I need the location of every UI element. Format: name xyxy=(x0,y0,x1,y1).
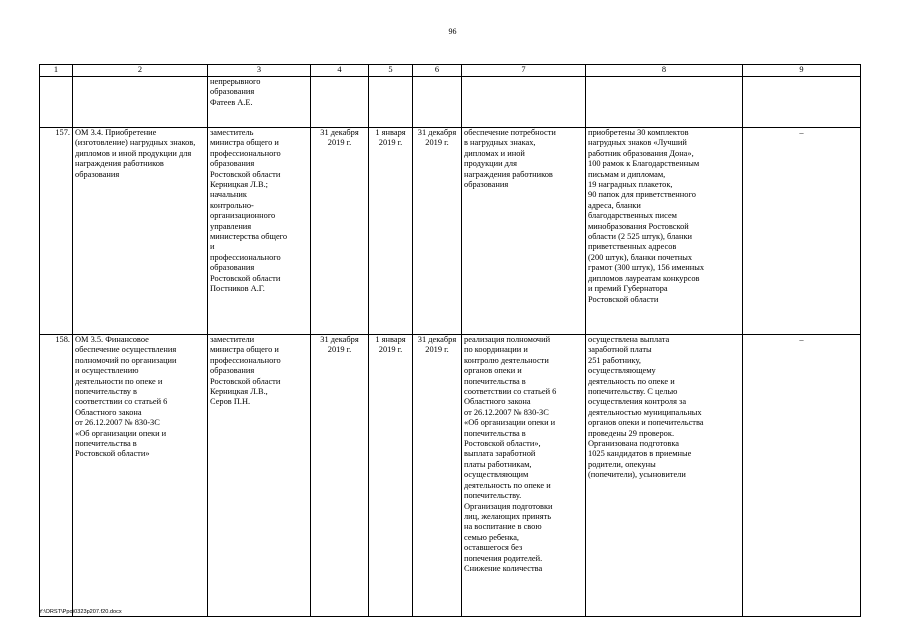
report-table xyxy=(39,64,861,617)
column-header: 1 xyxy=(40,65,73,77)
plan-date-cell: 31 декабря 2019 г. xyxy=(311,335,369,617)
page-number: 96 xyxy=(448,27,457,36)
start-date-cell: 1 января 2019 г. xyxy=(369,128,413,335)
measure-name-cell: ОМ 3.5. Финансовое обеспечение осуществления полномочий по организации и осуществлению деятельности по опеке и попечительству в соответствии со статьей 6 Областного закона от 26.12.2007 № 830-ЗС «Об организации опеки и попечительства в Ростовской области» xyxy=(73,335,208,617)
column-header: 7 xyxy=(462,65,586,77)
table-header-row xyxy=(40,65,861,77)
expected-result-cell: реализация полномочий по координации и контролю деятельности органов опеки и попечительства в соответствии со статьей 6 Областного закона от 26.12.2007 № 830-ЗС «Об организации опеки и попечительства в Ростовской области», выплата заработной платы работникам, осуществляющим деятельность по опеке и попечительству. Организация подготовки лиц, желающих принять на воспитание в свою семью ребенка, оставшегося без попечения родителей. Снижение количества xyxy=(462,335,586,617)
measure-name-cell: ОМ 3.4. Приобретение (изготовление) нагрудных знаков, дипломов и иной продукции для награждения работников образования xyxy=(73,128,208,335)
start-date-cell: 1 января 2019 г. xyxy=(369,335,413,617)
table-row-continuation xyxy=(40,77,861,128)
end-date-cell: 31 декабря 2019 г. xyxy=(413,128,462,335)
responsible-cell: заместители министра общего и профессионального образования Ростовской области Керницкая Л.В., Серов П.Н. xyxy=(208,335,311,617)
column-header: 8 xyxy=(586,65,743,77)
actual-result-cell: осуществлена выплата заработной платы 251 работнику, осуществляющему деятельность по опеке и попечительству. С целью осуществления контроля за деятельностью муниципальных органов опеки и попечительства проведены 29 проверок. Организована подготовка 1025 кандидатов в приемные родители, опекуны (попечители), усыновители xyxy=(586,335,743,617)
plan-date-cell: 31 декабря 2019 г. xyxy=(311,128,369,335)
column-header: 6 xyxy=(413,65,462,77)
table-row xyxy=(40,128,861,335)
responsible-cell: заместитель министра общего и профессионального образования Ростовской области Керницкая Л.В.; начальник контрольно- организационного управления министерства общего и профессионального образования Ростовской области Постников А.Г. xyxy=(208,128,311,335)
end-date-cell: 31 декабря 2019 г. xyxy=(413,335,462,617)
expected-result-cell: обеспечение потребности в нагрудных знаках, дипломах и иной продукции для награждения работников образования xyxy=(462,128,586,335)
row-number-cell: 157. xyxy=(40,128,73,335)
column-header: 2 xyxy=(73,65,208,77)
table-row xyxy=(40,335,861,617)
responsible-cell: непрерывного образования Фатеев А.Е. xyxy=(208,77,311,128)
note-cell: – xyxy=(743,128,861,335)
actual-result-cell: приобретены 30 комплектов нагрудных знаков «Лучший работник образования Дона», 100 рамок к Благодарственным письмам и дипломам, 19 наградных плакеток, 90 папок для приветственного адреса, бланки благодарственных писем минобразования Ростовской области (2 525 штук), бланки приветственных адресов (200 штук), бланки почетных грамот (300 штук), 156 именных дипломов лауреатам конкурсов и премий Губернатора Ростовской области xyxy=(586,128,743,335)
row-number-cell: 158. xyxy=(40,335,73,617)
column-header: 9 xyxy=(743,65,861,77)
column-header: 4 xyxy=(311,65,369,77)
column-header: 3 xyxy=(208,65,311,77)
file-path-footer: Y:\ORST\Ppo\0323p207.f20.docx xyxy=(39,609,122,615)
column-header: 5 xyxy=(369,65,413,77)
note-cell: – xyxy=(743,335,861,617)
